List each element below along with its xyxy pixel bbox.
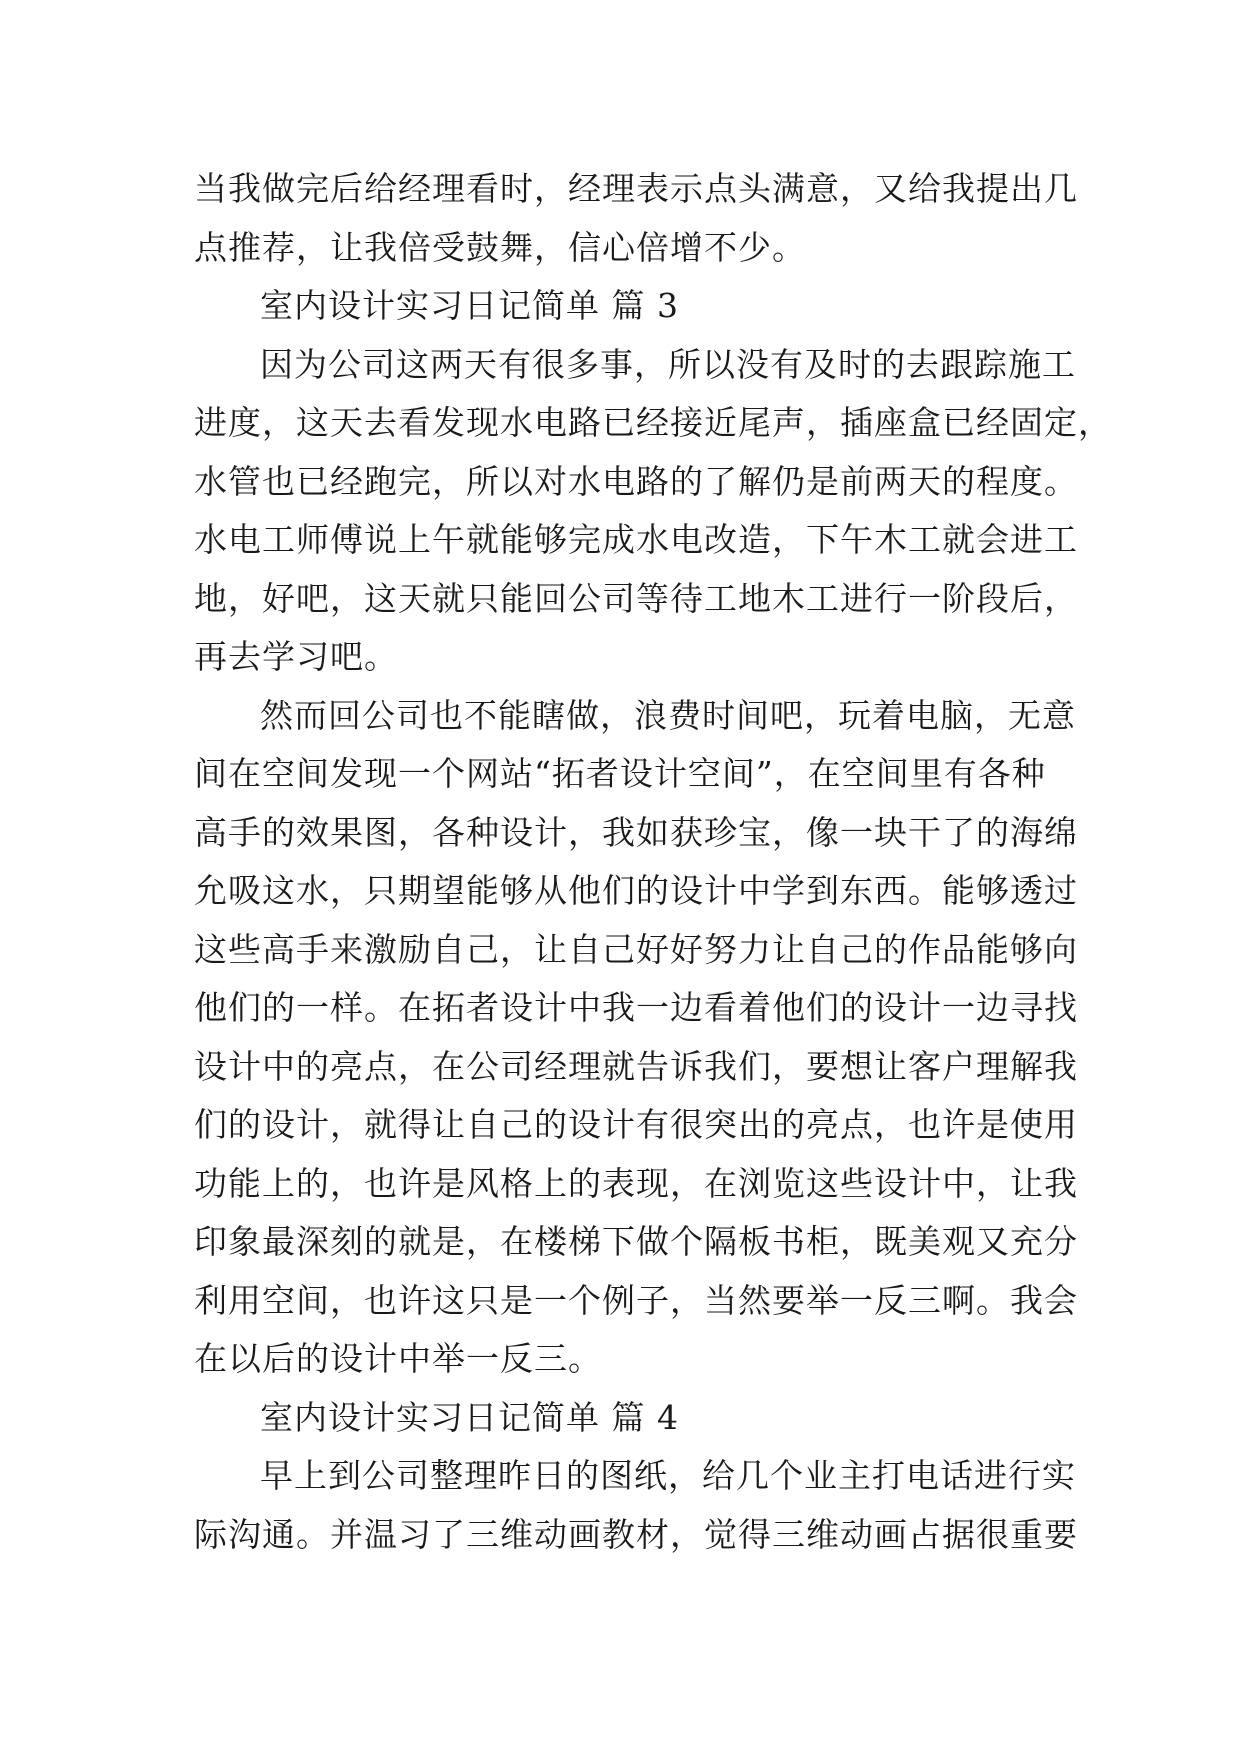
body-text-line: 际沟通。并温习了三维动画教材，觉得三维动画占据很重要 — [194, 1514, 1078, 1554]
body-text-line: 们的设计，就得让自己的设计有很突出的亮点，也许是使用 — [194, 1105, 1078, 1144]
body-text-line: 地，好吧，这天就只能回公司等待工地木工进行一阶段后， — [194, 578, 1078, 618]
body-text-line: 他们的一样。在拓者设计中我一边看着他们的设计一边寻找 — [194, 988, 1078, 1027]
body-text-line: 早上到公司整理昨日的图纸，给几个业主打电话进行实 — [260, 1456, 1076, 1495]
body-text-line: 允吸这水，只期望能够从他们的设计中学到东西。能够透过 — [194, 871, 1078, 910]
body-text-line: 设计中的亮点，在公司经理就告诉我们，要想让客户理解我 — [194, 1046, 1078, 1086]
body-text-line: 点推荐，让我倍受鼓舞，信心倍增不少。 — [194, 227, 806, 267]
body-text-line: 然而回公司也不能瞎做，浪费时间吧，玩着电脑，无意 — [260, 695, 1076, 735]
body-text-line: 当我做完后给经理看时，经理表示点头满意，又给我提出几 — [194, 169, 1078, 208]
body-text-line: 这些高手来激励自己，让自己好好努力让自己的作品能够向 — [194, 929, 1078, 969]
body-text-line: 因为公司这两天有很多事，所以没有及时的去跟踪施工 — [260, 344, 1076, 384]
section-heading: 室内设计实习日记简单 篇 3 — [260, 286, 679, 325]
section-heading: 室内设计实习日记简单 篇 4 — [260, 1397, 679, 1437]
body-text-line: 再去学习吧。 — [194, 637, 398, 676]
body-text-line: 印象最深刻的就是，在楼梯下做个隔板书柜，既美观又充分 — [194, 1222, 1078, 1261]
document-body — [194, 160, 1112, 1564]
body-text-line: 功能上的，也许是风格上的表现，在浏览这些设计中，让我 — [194, 1163, 1078, 1203]
body-text-line: 在以后的设计中举一反三。 — [194, 1339, 602, 1378]
body-text-line: 进度，这天去看发现水电路已经接近尾声，插座盒已经固定， — [194, 403, 1112, 442]
body-text-line: 利用空间，也许这只是一个例子，当然要举一反三啊。我会 — [194, 1280, 1078, 1320]
body-text-line: 水电工师傅说上午就能够完成水电改造，下午木工就会进工 — [194, 520, 1078, 559]
body-text-line: 高手的效果图，各种设计，我如获珍宝，像一块干了的海绵 — [194, 812, 1078, 852]
body-text-line: 间在空间发现一个网站“拓者设计空间”，在空间里有各种 — [194, 754, 1046, 793]
body-text-line: 水管也已经跑完，所以对水电路的了解仍是前两天的程度。 — [194, 461, 1078, 501]
